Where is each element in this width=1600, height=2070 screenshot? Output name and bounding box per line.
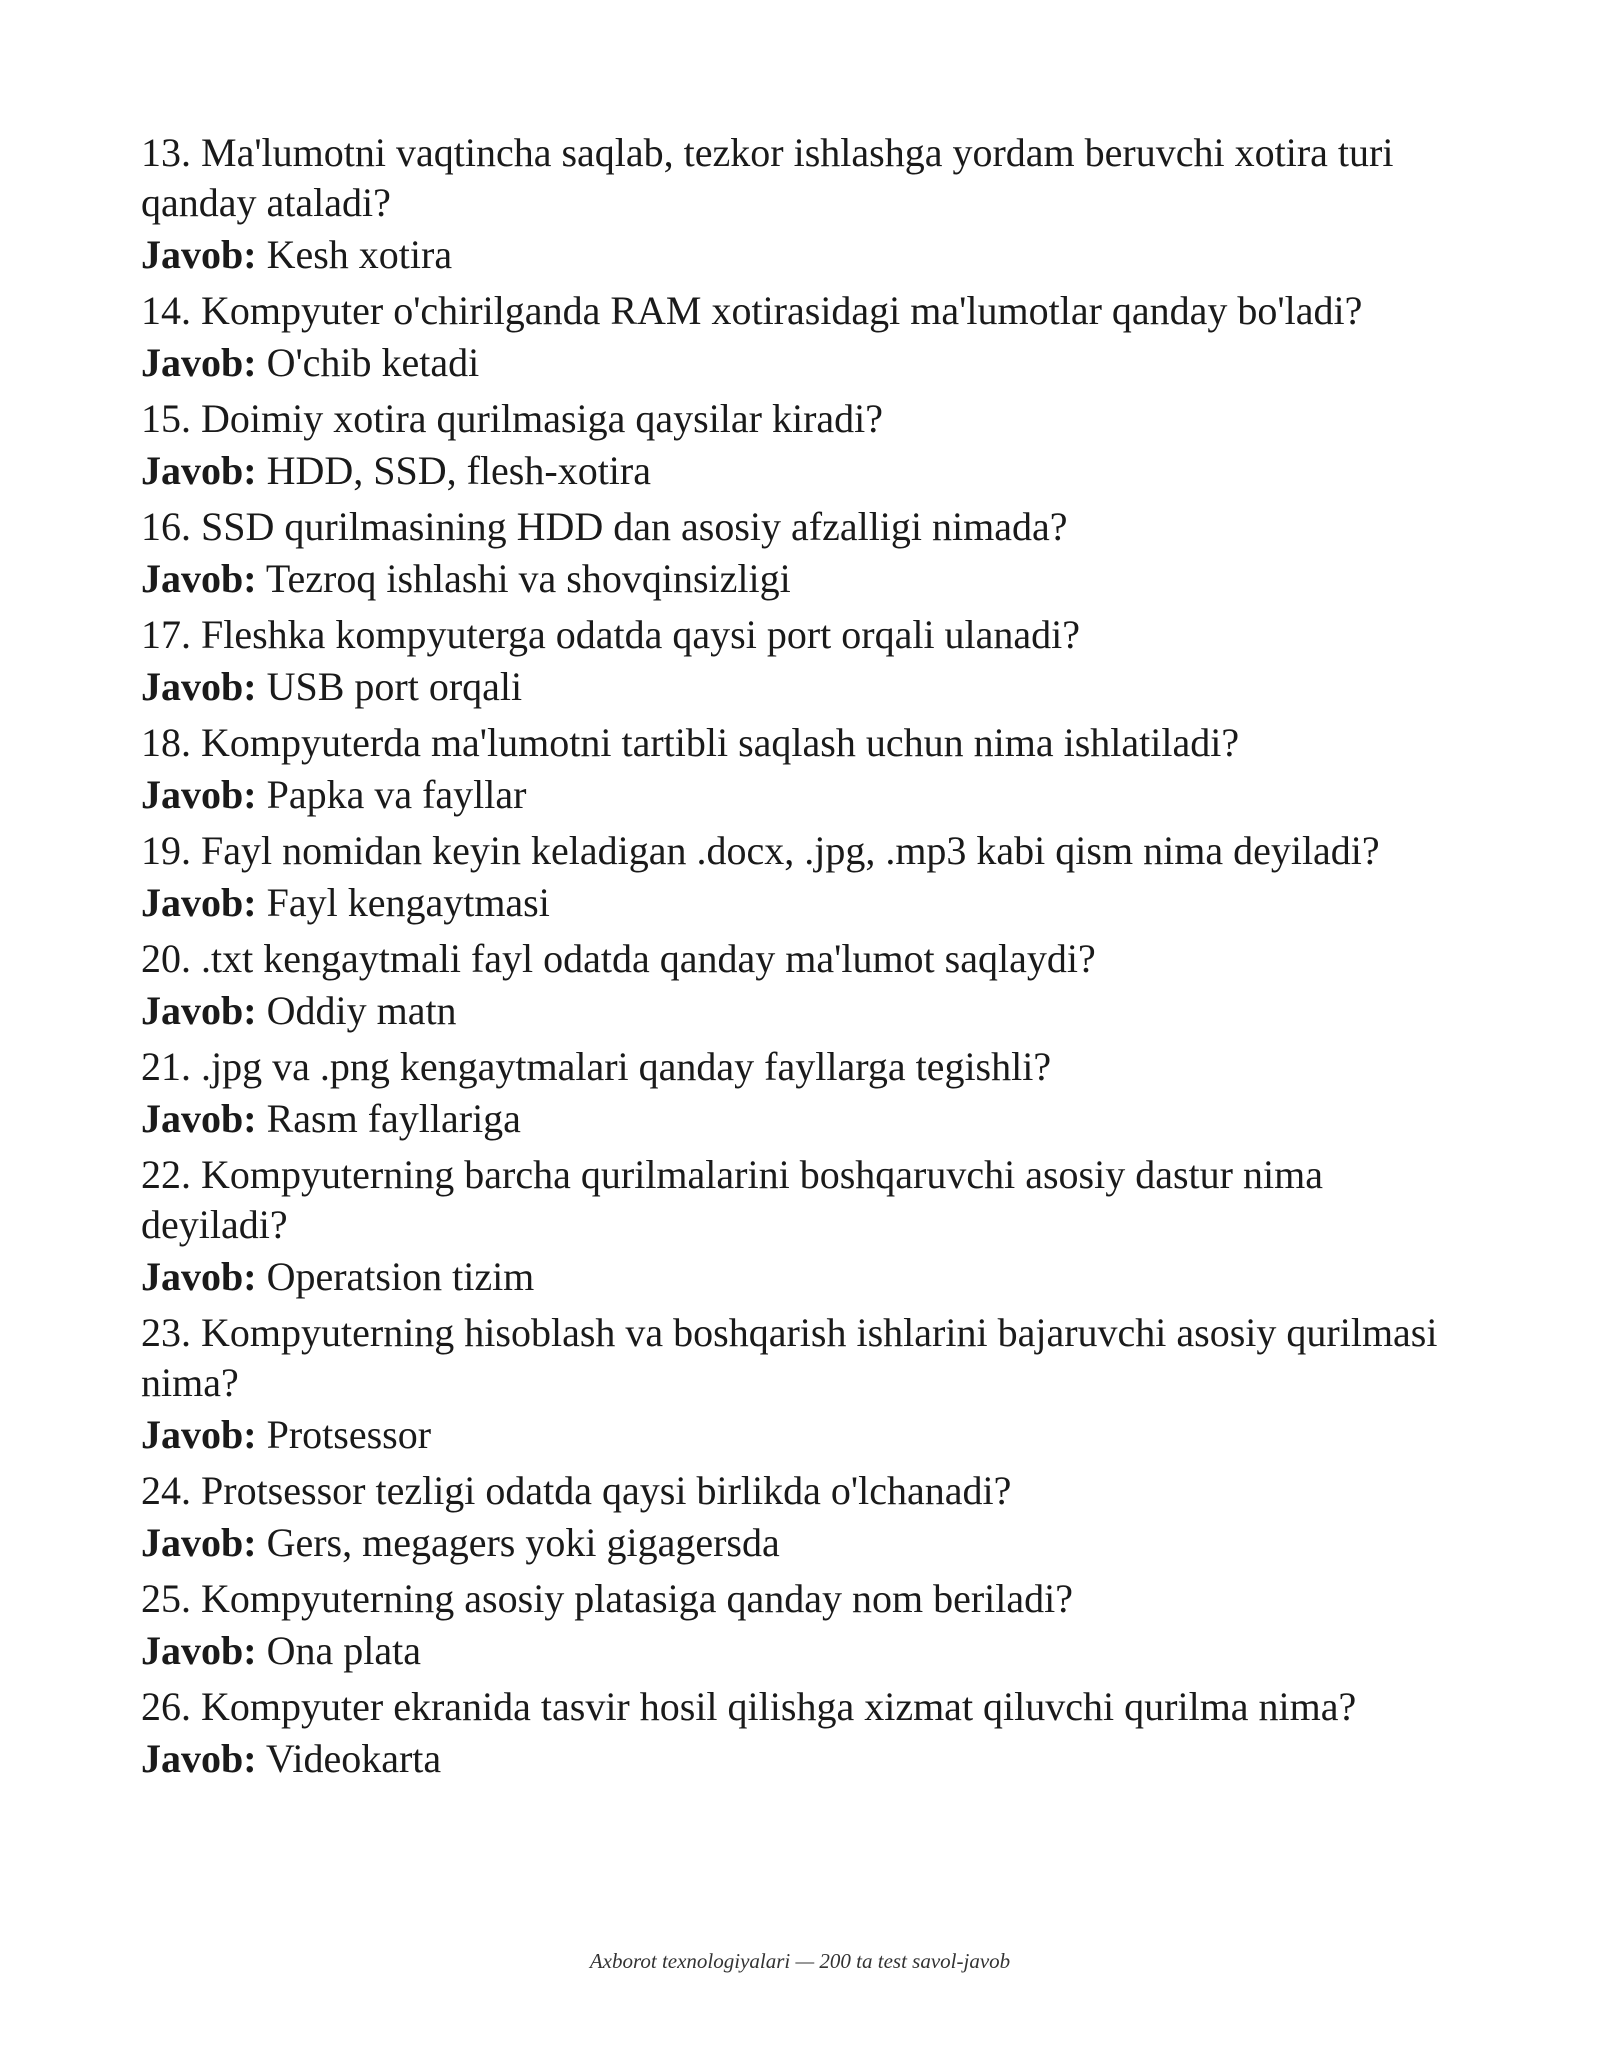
question-text: 22. Kompyuterning barcha qurilmalarini boshqaruvchi asosiy dastur nima deyiladi?	[141, 1152, 1323, 1247]
qa-item	[141, 1150, 1471, 1302]
answer-line	[141, 1410, 1471, 1460]
answer-label: Javob:	[141, 880, 257, 925]
answer-line	[141, 662, 1471, 712]
answer-line	[141, 1626, 1471, 1676]
answer-text: Tezroq ishlashi va shovqinsizligi	[265, 556, 791, 601]
answer-line	[141, 446, 1471, 496]
answer-line	[141, 1734, 1471, 1784]
question-text: 24. Protsessor tezligi odatda qaysi birlikda o'lchanadi?	[141, 1468, 1012, 1513]
page-footer: Axborot texnologiyalari — 200 ta test savol-javob	[589, 1949, 1011, 1973]
qa-item	[141, 1682, 1471, 1784]
qa-item	[141, 826, 1471, 928]
answer-label: Javob:	[141, 448, 257, 493]
question-text: 17. Fleshka kompyuterga odatda qaysi port orqali ulanadi?	[141, 612, 1081, 657]
answer-label: Javob:	[141, 664, 257, 709]
answer-line	[141, 770, 1471, 820]
question-text: 23. Kompyuterning hisoblash va boshqarish ishlarini bajaruvchi asosiy qurilmasi nima?	[141, 1310, 1438, 1405]
answer-label: Javob:	[141, 1628, 257, 1673]
answer-text: USB port orqali	[266, 664, 523, 709]
qa-item	[141, 128, 1471, 280]
answer-label: Javob:	[141, 340, 257, 385]
answer-text: O'chib ketadi	[266, 340, 480, 385]
answer-text: Ona plata	[266, 1628, 421, 1673]
answer-line	[141, 554, 1471, 604]
answer-text: Fayl kengaytmasi	[266, 880, 550, 925]
question-text: 15. Doimiy xotira qurilmasiga qaysilar kiradi?	[141, 396, 884, 441]
qa-list	[141, 128, 1471, 1790]
answer-text: Kesh xotira	[266, 232, 453, 277]
answer-line	[141, 230, 1471, 280]
question-text: 21. .jpg va .png kengaytmalari qanday fayllarga tegishli?	[141, 1044, 1052, 1089]
question-text: 25. Kompyuterning asosiy platasiga qanday nom beriladi?	[141, 1576, 1074, 1621]
qa-item	[141, 1308, 1471, 1460]
answer-text: Operatsion tizim	[266, 1254, 535, 1299]
answer-label: Javob:	[141, 1736, 257, 1781]
qa-item	[141, 1042, 1471, 1144]
answer-line	[141, 338, 1471, 388]
question-text: 18. Kompyuterda ma'lumotni tartibli saqlash uchun nima ishlatiladi?	[141, 720, 1240, 765]
question-text: 13. Ma'lumotni vaqtincha saqlab, tezkor ishlashga yordam beruvchi xotira turi qanday ataladi?	[141, 130, 1394, 225]
answer-label: Javob:	[141, 988, 257, 1033]
qa-item	[141, 394, 1471, 496]
answer-line	[141, 1252, 1471, 1302]
answer-text: HDD, SSD, flesh-xotira	[266, 448, 651, 493]
answer-line	[141, 1518, 1471, 1568]
question-text: 14. Kompyuter o'chirilganda RAM xotirasidagi ma'lumotlar qanday bo'ladi?	[141, 288, 1363, 333]
answer-label: Javob:	[141, 556, 257, 601]
answer-line	[141, 986, 1471, 1036]
answer-label: Javob:	[141, 232, 257, 277]
question-text: 26. Kompyuter ekranida tasvir hosil qilishga xizmat qiluvchi qurilma nima?	[141, 1684, 1357, 1729]
answer-label: Javob:	[141, 1254, 257, 1299]
answer-text: Protsessor	[266, 1412, 432, 1457]
qa-item	[141, 502, 1471, 604]
qa-item	[141, 610, 1471, 712]
qa-item	[141, 1466, 1471, 1568]
answer-line	[141, 1094, 1471, 1144]
answer-label: Javob:	[141, 772, 257, 817]
answer-label: Javob:	[141, 1096, 257, 1141]
answer-label: Javob:	[141, 1520, 257, 1565]
qa-item	[141, 934, 1471, 1036]
answer-text: Videokarta	[265, 1736, 442, 1781]
answer-text: Rasm fayllariga	[266, 1096, 521, 1141]
question-text: 16. SSD qurilmasining HDD dan asosiy afzalligi nimada?	[141, 504, 1068, 549]
qa-item	[141, 286, 1471, 388]
answer-text: Papka va fayllar	[266, 772, 527, 817]
answer-line	[141, 878, 1471, 928]
answer-text: Gers, megagers yoki gigagersda	[266, 1520, 780, 1565]
answer-text: Oddiy matn	[266, 988, 457, 1033]
question-text: 20. .txt kengaytmali fayl odatda qanday ma'lumot saqlaydi?	[141, 936, 1096, 981]
question-text: 19. Fayl nomidan keyin keladigan .docx, .jpg, .mp3 kabi qism nima deyiladi?	[141, 828, 1380, 873]
answer-label: Javob:	[141, 1412, 257, 1457]
qa-item	[141, 1574, 1471, 1676]
qa-item	[141, 718, 1471, 820]
